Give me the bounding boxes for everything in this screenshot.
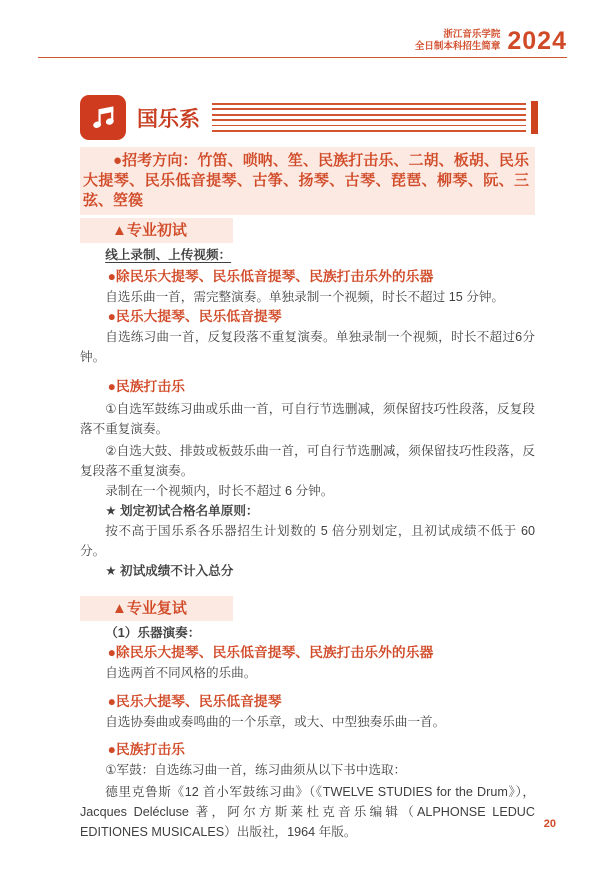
prelim-group1-title: ●除民乐大提琴、民乐低音提琴、民族打击乐外的乐器 [107,269,434,284]
staff-end-bar [531,101,538,134]
section-header [80,95,538,140]
prelim-group3-requirement-3: 录制在一个视频内，时长不超过 6 分钟。 [105,484,334,498]
page-header [38,0,567,58]
prelim-group2-requirement: 自选练习曲一首，反复段落不重复演奏。单独录制一个视频，时长不超过6分钟。 [80,330,535,364]
prelim-group3-requirement-1: ①自选军鼓练习曲或乐曲一首，可自行节选删减，须保留技巧性段落，反复段落不重复演奏。 [80,402,535,436]
final-group1-title: ●除民乐大提琴、民乐低音提琴、民族打击乐外的乐器 [107,645,434,660]
page-number: 20 [543,818,556,830]
preliminary-exam-heading: ▲专业初试 [80,218,233,243]
final-group2-requirement: 自选协奏曲或奏鸣曲的一个乐章，或大、中型独奏乐曲一首。 [105,715,446,729]
prelim-group2-title: ●民乐大提琴、民乐低音提琴 [107,309,282,324]
prelim-pass-list-rule-title: ★ 划定初试合格名单原则： [105,504,259,518]
school-name: 浙江音乐学院 [443,29,501,40]
final-group3-requirement-2: 德里克鲁斯《12 首小军鼓练习曲》（《TWELVE STUDIES for the Drum》），Jacques Delécluse 著，阿尔方斯莱杜克音乐编辑（ALPHONSE LEDUC EDITIONES MUSICALES）出版社，1964 年版。 [80,785,535,839]
final-group2-title: ●民乐大提琴、民乐低音提琴 [107,694,282,709]
upload-note: 线上录制、上传视频： [105,248,232,262]
brochure-subtitle: 全日制本科招生简章 [414,40,501,52]
final-group3-title: ●民族打击乐 [107,742,185,757]
prelim-pass-list-rule-body: 按不高于国乐系各乐器招生计划数的 5 倍分别划定，且初试成绩不低于 60 分。 [80,524,535,558]
year-label: 2024 [507,27,567,55]
section-title: 国乐系 [137,107,200,131]
final-group3-requirement-1: ①军鼓：自选练习曲一首，练习曲须从以下书中选取： [105,763,407,777]
school-name-block [415,29,501,52]
music-note-icon [80,95,126,140]
prelim-group1-requirement: 自选乐曲一首，需完整演奏。单独录制一个视频，时长不超过 15 分钟。 [105,290,505,304]
prelim-score-note: ★ 初试成绩不计入总分 [105,564,234,578]
admission-directions: ●招考方向：竹笛、唢呐、笙、民族打击乐、二胡、板胡、民乐大提琴、民乐低音提琴、古筝、扬琴、古琴、琵琶、柳琴、阮、三弦、箜篌 [80,147,535,215]
prelim-group3-title: ●民族打击乐 [107,379,185,394]
staff-lines [212,103,526,132]
final-group1-requirement: 自选两首不同风格的乐曲。 [105,666,257,680]
final-exam-heading: ▲专业复试 [80,596,233,621]
prelim-group3-requirement-2: ②自选大鼓、排鼓或板鼓乐曲一首，可自行节选删减，须保留技巧性段落，反复段落不重复演奏。 [80,444,535,478]
final-part1-label: （1）乐器演奏： [105,626,201,640]
content-body [80,147,535,842]
